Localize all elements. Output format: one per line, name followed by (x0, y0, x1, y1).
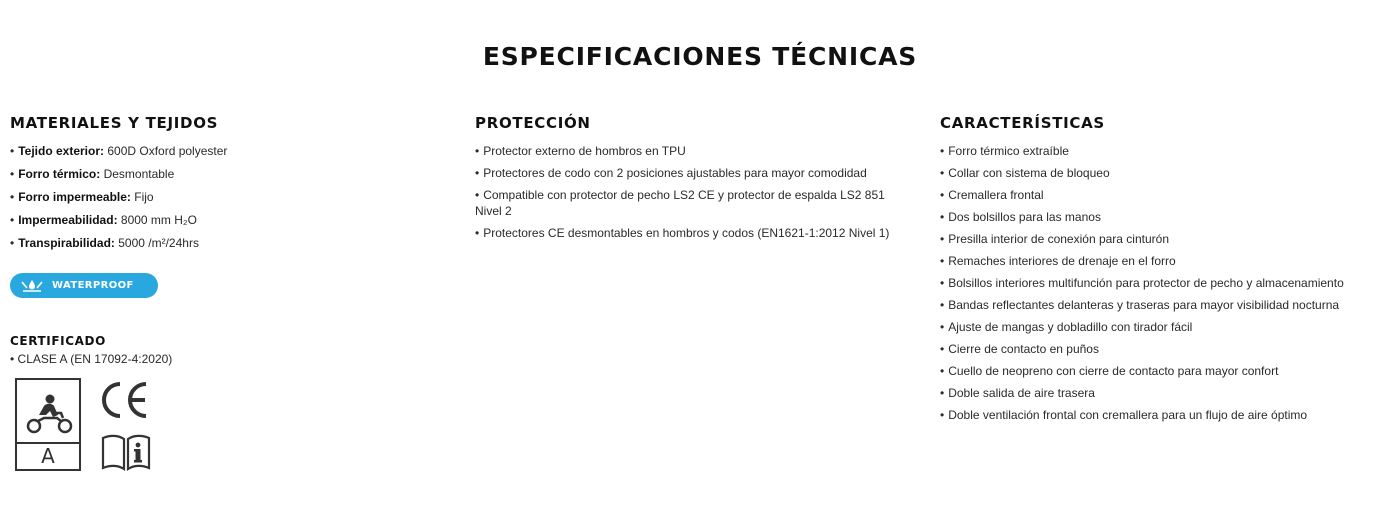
materials-list (10, 143, 430, 251)
list-item: • Ajuste de mangas y dobladillo con tirador fácil (940, 320, 1193, 334)
spec-label: Forro impermeable: (18, 190, 131, 204)
ce-mark-icon (96, 380, 152, 420)
waterproof-icon (20, 279, 44, 293)
protection-section (475, 114, 905, 247)
manual-info-icon (100, 432, 152, 472)
spec-value: 8000 mm H₂O (120, 213, 197, 227)
protection-heading: PROTECCIÓN (475, 114, 591, 132)
list-item: • Compatible con protector de pecho LS2 CE y protector de espalda LS2 851 Nivel 2 (475, 188, 885, 218)
spec-label: Forro térmico: (18, 167, 101, 181)
list-item: • Protector externo de hombros en TPU (475, 144, 686, 158)
spec-label: Impermeabilidad: (18, 213, 118, 227)
list-item: • Tejido exterior: 600D Oxford polyester (10, 144, 228, 158)
list-item: • Protectores de codo con 2 posiciones ajustables para mayor comodidad (475, 166, 867, 180)
list-item: • Forro térmico: Desmontable (10, 167, 175, 181)
list-item: • Remaches interiores de drenaje en el forro (940, 254, 1176, 268)
list-item: • Collar con sistema de bloqueo (940, 166, 1110, 180)
list-item: • Doble ventilación frontal con cremallera para un flujo de aire óptimo (940, 408, 1308, 422)
certificate-class: • CLASE A (EN 17092-4:2020) (10, 352, 173, 366)
spec-value: Desmontable (103, 167, 175, 181)
list-item: • Transpirabilidad: 5000 /m²/24hrs (10, 236, 199, 250)
spec-value: 600D Oxford polyester (107, 144, 228, 158)
page-title: ESPECIFICACIONES TÉCNICAS (482, 42, 918, 71)
list-item: • Bandas reflectantes delanteras y traseras para mayor visibilidad nocturna (940, 298, 1340, 312)
materials-heading: MATERIALES Y TEJIDOS (10, 114, 219, 132)
spec-value: Fijo (134, 190, 154, 204)
certification-box (15, 378, 81, 471)
list-item: • Cuello de neopreno con cierre de contacto para mayor confort (940, 364, 1279, 378)
list-item: • Cremallera frontal (940, 188, 1044, 202)
spec-label: Tejido exterior: (18, 144, 104, 158)
waterproof-badge (10, 273, 158, 298)
list-item: • Cierre de contacto en puños (940, 342, 1099, 356)
spec-value: 5000 /m²/24hrs (118, 236, 199, 250)
waterproof-label: WATERPROOF (52, 280, 134, 291)
protection-list (475, 143, 905, 241)
list-item: • Presilla interior de conexión para cinturón (940, 232, 1169, 246)
features-section (940, 114, 1390, 429)
motorcycle-rider-icon (17, 382, 79, 440)
list-item: • Impermeabilidad: 8000 mm H₂O (10, 213, 197, 227)
list-item: • Protectores CE desmontables en hombros y codos (EN1621-1:2012 Nivel 1) (475, 226, 890, 240)
list-item: • Dos bolsillos para las manos (940, 210, 1101, 224)
features-list (940, 143, 1390, 423)
list-item: • Bolsillos interiores multifunción para protector de pecho y almacenamiento (940, 276, 1344, 290)
materials-section (10, 114, 430, 258)
list-item: • Forro impermeable: Fijo (10, 190, 154, 204)
certificate-heading: CERTIFICADO (10, 334, 106, 348)
list-item: • Forro térmico extraíble (940, 144, 1069, 158)
class-letter: A (41, 444, 55, 468)
spec-label: Transpirabilidad: (18, 236, 115, 250)
list-item: • Doble salida de aire trasera (940, 386, 1095, 400)
features-heading: CARACTERÍSTICAS (940, 114, 1105, 132)
